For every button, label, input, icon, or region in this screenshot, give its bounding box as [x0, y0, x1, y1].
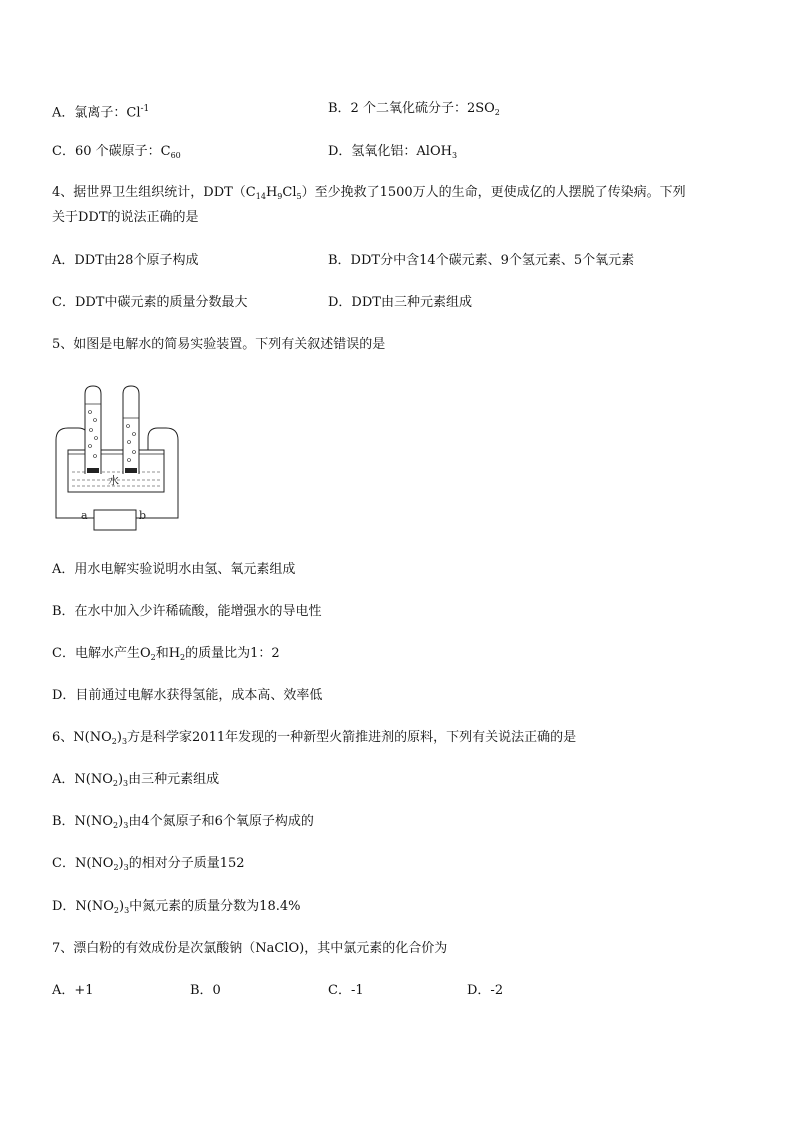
q5-option-c[interactable]: C．电解水产生$O_2$和$H_2$的质量比为1：2	[52, 646, 280, 662]
test-tube-left	[85, 386, 101, 474]
power-source	[94, 510, 136, 530]
q7-option-b[interactable]: B．0	[190, 983, 221, 998]
q6-option-b[interactable]: B．$N(NO_2)_3$由4个氮原子和6个氧原子构成的	[52, 814, 314, 830]
q4-option-c[interactable]: C．DDT中碳元素的质量分数最大	[52, 295, 248, 310]
q4-option-a[interactable]: A．DDT由28个原子构成	[52, 253, 199, 268]
q5-option-a[interactable]: A．用水电解实验说明水由氢、氧元素组成	[52, 562, 296, 577]
electrode-right	[125, 468, 137, 473]
q5-option-d[interactable]: D．目前通过电解水获得氢能，成本高、效率低	[52, 688, 323, 703]
q4-option-b[interactable]: B．DDT分中含14个碳元素、9个氢元素、5个氧元素	[328, 253, 635, 268]
label-a: a	[81, 509, 88, 522]
q3-option-b[interactable]: B．2 个二氧化硫分子：$2SO_2$	[328, 101, 500, 117]
q5-stem: 5、如图是电解水的简易实验装置。下列有关叙述错误的是	[52, 337, 386, 352]
q3-option-c[interactable]: C．60 个碳原子：$C_{60}$	[52, 144, 181, 160]
q7-stem: 7、漂白粉的有效成份是次氯酸钠（NaClO)，其中氯元素的化合价为	[52, 941, 448, 956]
q6-stem: 6、$N(NO_2)_3$方是科学家2011年发现的一种新型火箭推进剂的原料，下列有关说法正确的是	[52, 730, 577, 746]
test-tube-right	[123, 386, 139, 474]
q7-option-d[interactable]: D．-2	[467, 983, 504, 998]
label-b: b	[139, 509, 147, 522]
q3-option-a[interactable]: A．氯离子：$Cl^{-1}$	[52, 104, 150, 121]
q3-option-d[interactable]: D．氢氧化铝：AlOH$_3$	[328, 144, 458, 160]
q6-option-d[interactable]: D．$N(NO_2)_3$中氮元素的质量分数为18.4%	[52, 899, 301, 915]
q4-option-d[interactable]: D．DDT由三种元素组成	[328, 295, 472, 310]
q6-option-a[interactable]: A．$N(NO_2)_3$由三种元素组成	[52, 772, 220, 788]
q4-stem-line2: 关于DDT的说法正确的是	[52, 210, 199, 225]
q7-option-a[interactable]: A．+1	[52, 983, 94, 998]
electrode-left	[87, 468, 99, 473]
q6-option-c[interactable]: C．$N(NO_2)_3$的相对分子质量152	[52, 856, 245, 872]
electrolysis-apparatus-diagram	[50, 380, 185, 532]
q7-option-c[interactable]: C．-1	[328, 983, 364, 998]
q4-stem-line1: 4、据世界卫生组织统计，$DDT(C_{14}H_9Cl_5)$至少挽救了1500万人的生命，更使成亿的人摆脱了传染病。下列	[52, 185, 686, 201]
q5-option-b[interactable]: B．在水中加入少许稀硫酸，能增强水的导电性	[52, 604, 322, 619]
water-label: 水	[108, 474, 119, 487]
